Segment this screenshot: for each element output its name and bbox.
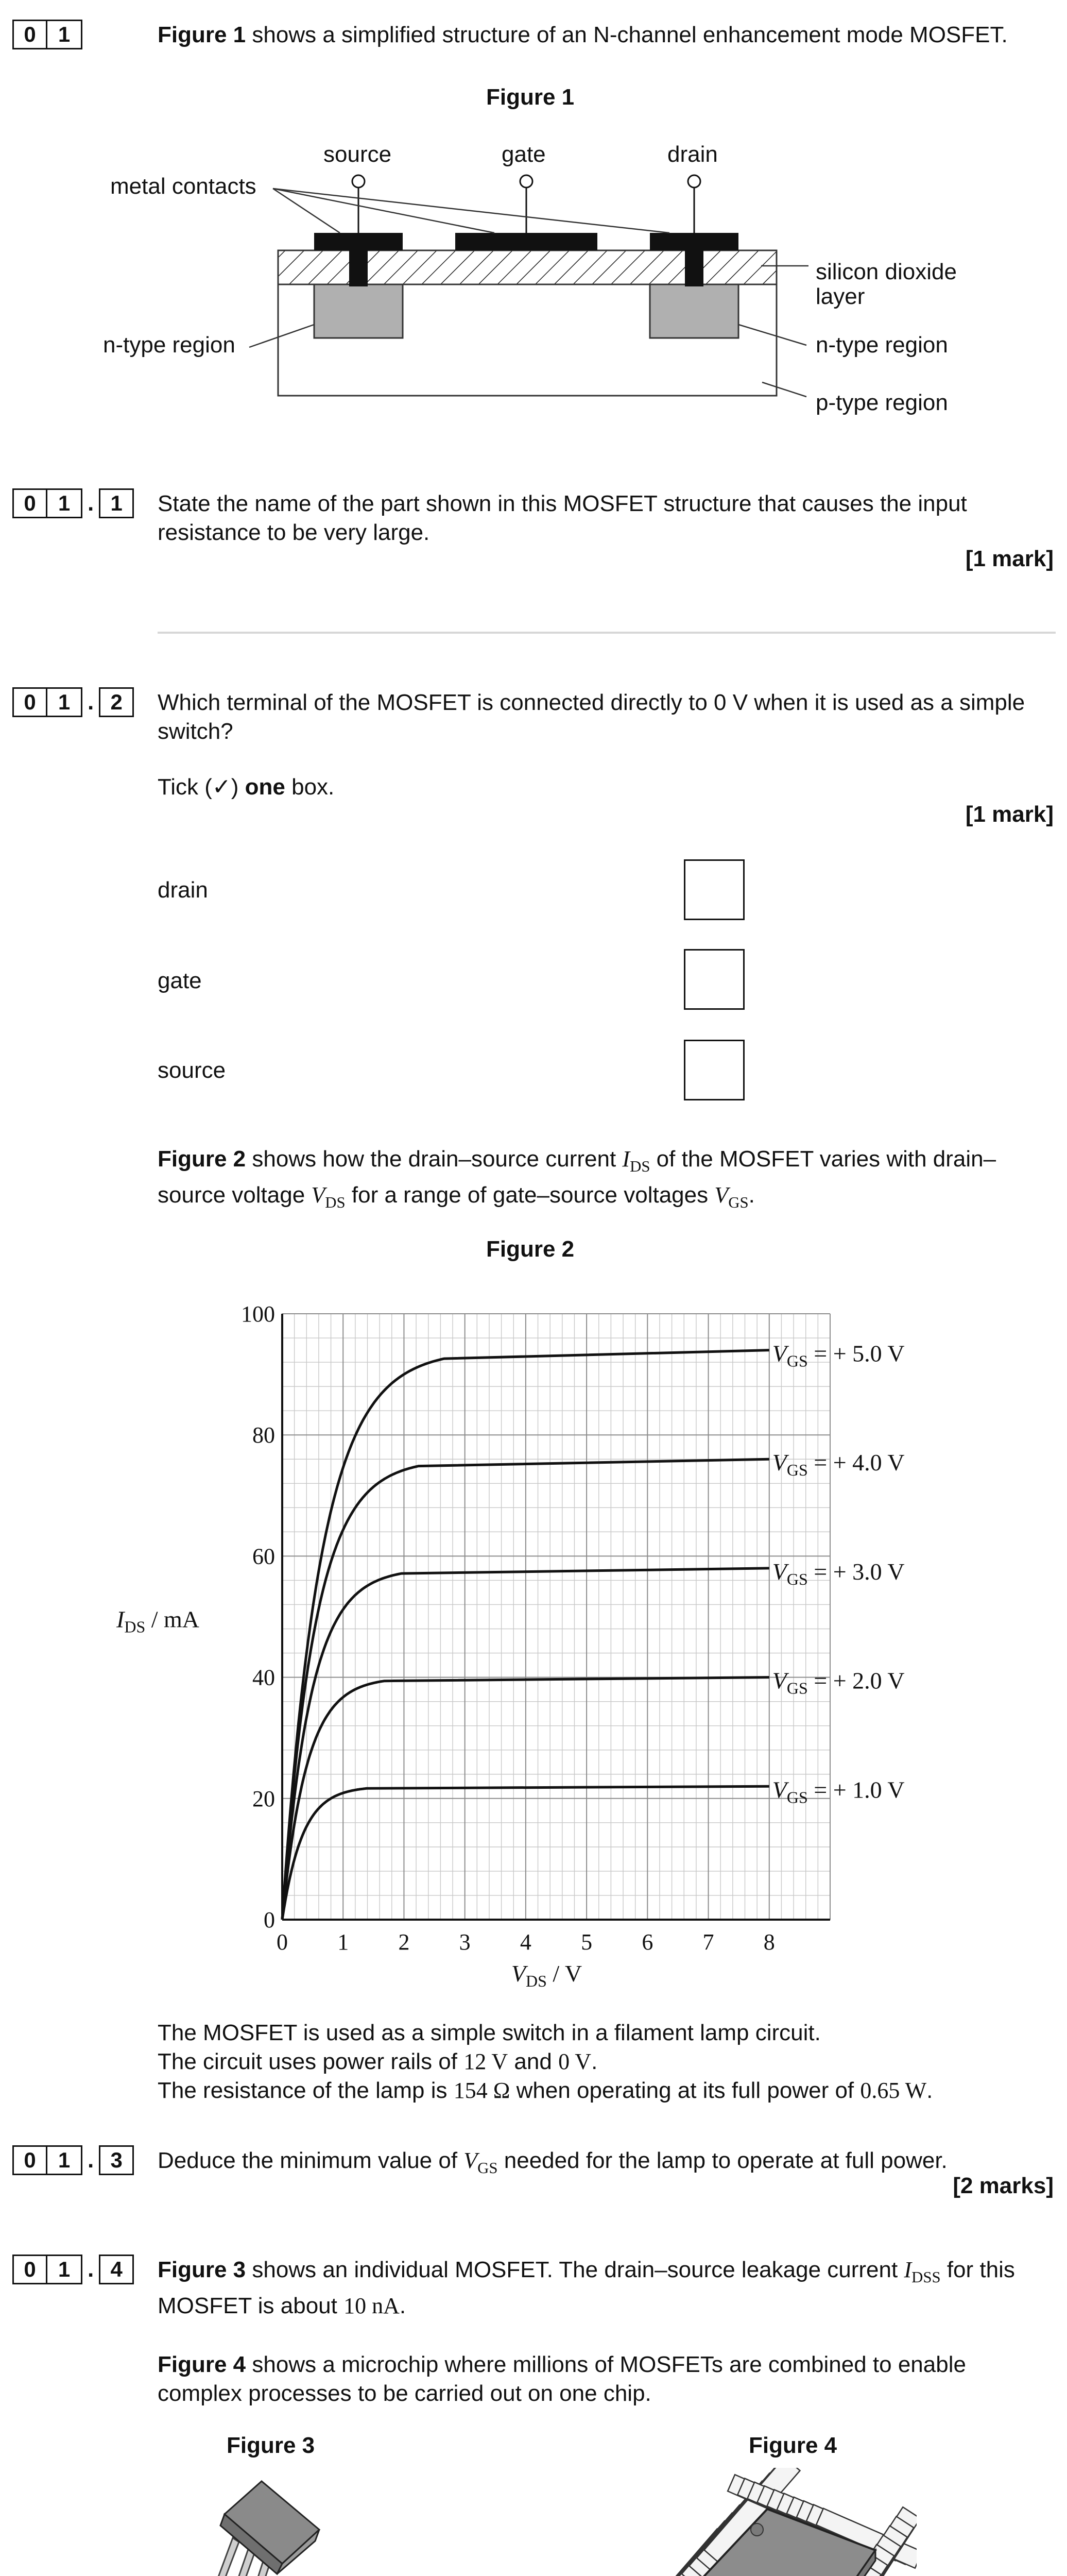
text: needed for the lamp to operate at full power. (497, 2148, 948, 2173)
figure-ref: Figure 1 (158, 22, 246, 47)
series-label (772, 1341, 905, 1370)
label-silicon-dioxide: silicon dioxide (816, 259, 957, 284)
figure-ref: Figure 4 (158, 2352, 246, 2377)
series-label (772, 1668, 905, 1698)
text: Deduce the minimum value of (158, 2148, 464, 2173)
option-drain-label: drain (158, 877, 208, 903)
q013-marks: [2 marks] (953, 2173, 1054, 2198)
value: 12 V (463, 2049, 508, 2074)
intro-text: for a range of gate–source voltages (345, 1182, 715, 1208)
x-tick-label: 4 (520, 1929, 531, 1955)
axis-symbol-sub: DS (525, 1972, 547, 1990)
text: when operating at its full power of (510, 2078, 861, 2103)
qnum-dot: . (88, 2257, 94, 2282)
symbol-sub: GS (728, 1193, 749, 1211)
x-tick-label: 6 (642, 1929, 653, 1955)
qnum-digit: 1 (47, 488, 82, 518)
answer-divider (158, 632, 1056, 634)
x-tick-label: 7 (702, 1929, 714, 1955)
chip-pin1-marker (751, 2523, 763, 2536)
lamp-line (158, 2047, 1056, 2076)
intro-text: shows how the drain–source current (246, 1146, 623, 1172)
value: 0.65 W (860, 2078, 927, 2103)
symbol-sub: DS (325, 1193, 346, 1211)
q01-intro (158, 21, 1056, 49)
y-tick-label: 80 (252, 1422, 275, 1448)
series-label (772, 1449, 905, 1479)
symbol: V (463, 2148, 478, 2173)
option-gate-checkbox[interactable] (684, 949, 745, 1010)
tick-text: box. (285, 774, 335, 800)
series-label (772, 1558, 905, 1588)
symbol: V (311, 1182, 325, 1208)
q013-text (158, 2146, 1056, 2182)
x-tick-label: 5 (581, 1929, 593, 1955)
option-drain-checkbox[interactable] (684, 859, 745, 920)
y-tick-label: 100 (241, 1301, 275, 1327)
question-number-01-1 (12, 488, 134, 518)
text: shows a microchip where millions of MOSFETs are combined to enable complex processes to be carried out on one chip. (158, 2352, 966, 2406)
x-tick-label: 2 (398, 1929, 410, 1955)
label-symbol: V (772, 1340, 787, 1367)
label-n-type-left: n-type region (103, 332, 235, 358)
x-tick-label: 0 (277, 1929, 288, 1955)
option-source-checkbox[interactable] (684, 1040, 745, 1100)
text: . (926, 2078, 933, 2103)
drain-contact (650, 233, 738, 250)
text: The resistance of the lamp is (158, 2078, 454, 2103)
figure1-title: Figure 1 (486, 84, 575, 110)
label-value: = + 5.0 V (807, 1340, 905, 1367)
lamp-line: The MOSFET is used as a simple switch in a filament lamp circuit. (158, 2020, 821, 2045)
text: shows an individual MOSFET. The drain–source leakage current (246, 2257, 904, 2282)
q012-question: Which terminal of the MOSFET is connected directly to 0 V when it is used as a simple switch? (158, 690, 1025, 744)
y-tick-label: 60 (252, 1544, 275, 1569)
text: and (508, 2049, 559, 2074)
axis-symbol-sub: DS (124, 1617, 146, 1636)
text: The circuit uses power rails of (158, 2049, 464, 2074)
value: 10 nA (343, 2293, 400, 2318)
qnum-digit: 1 (47, 2255, 82, 2284)
qnum-digit: 0 (12, 488, 47, 518)
label-symbol-sub: GS (786, 1679, 808, 1698)
label-layer: layer (816, 284, 865, 309)
qnum-dot: . (88, 490, 94, 516)
qnum-digit: 0 (12, 20, 47, 49)
drain-terminal (688, 175, 700, 188)
label-symbol: V (772, 1558, 787, 1585)
symbol-sub: DS (630, 1157, 650, 1175)
question-number-01-2 (12, 687, 134, 717)
figure-ref: Figure 3 (158, 2257, 246, 2282)
option-gate-label: gate (158, 968, 202, 993)
qnum-digit: 0 (12, 2255, 47, 2284)
symbol: I (904, 2257, 912, 2282)
symbol-sub: GS (477, 2159, 498, 2177)
label-value: = + 4.0 V (807, 1449, 905, 1476)
qnum-digit: 2 (99, 687, 134, 717)
chart-x-axis-label (511, 1960, 582, 1990)
gate-terminal (520, 175, 532, 188)
qnum-dot: . (88, 689, 94, 715)
q014-para1 (158, 2256, 1056, 2320)
label-symbol-sub: GS (786, 1461, 808, 1480)
lamp-paragraph (158, 2019, 1056, 2105)
text: . (399, 2293, 406, 2318)
qnum-digit: 0 (12, 687, 47, 717)
leader-line (273, 189, 669, 233)
n-region-right (650, 284, 738, 338)
axis-unit: / V (546, 1960, 582, 1987)
option-source-label: source (158, 1058, 226, 1083)
qnum-digit: 1 (47, 2145, 82, 2175)
figure-ref: Figure 2 (158, 1146, 246, 1172)
qnum-digit: 0 (12, 2145, 47, 2175)
label-symbol: V (772, 1667, 787, 1694)
chart-grid-major (282, 1314, 830, 1920)
tick-bold: one (245, 774, 285, 800)
transistor-body (225, 2481, 319, 2564)
drain-contact-stem (685, 250, 703, 286)
label-symbol: V (772, 1776, 787, 1803)
label-symbol-sub: GS (786, 1569, 808, 1588)
qnum-digit: 4 (99, 2255, 134, 2284)
label-symbol-sub: GS (786, 1788, 808, 1807)
mosfet-transistor-image (175, 2473, 381, 2576)
figure3-title: Figure 3 (227, 2433, 315, 2458)
chart-y-axis-label (116, 1606, 199, 1636)
x-tick-label: 3 (459, 1929, 471, 1955)
qnum-digit: 1 (99, 488, 134, 518)
source-terminal (352, 175, 365, 188)
intro-text: shows a simplified structure of an N-channel enhancement mode MOSFET. (246, 22, 1008, 47)
qnum-digit: 1 (47, 687, 82, 717)
value: 154 Ω (453, 2078, 510, 2103)
figure2-intro (158, 1145, 1054, 1217)
value: 0 V (558, 2049, 592, 2074)
question-number-01-3 (12, 2145, 134, 2175)
source-contact (314, 233, 403, 250)
y-tick-label: 0 (264, 1907, 275, 1933)
y-tick-label: 40 (252, 1665, 275, 1690)
axis-symbol: I (116, 1606, 125, 1633)
label-value: = + 1.0 V (807, 1776, 905, 1803)
x-tick-label: 8 (763, 1929, 775, 1955)
chart-axes (282, 1314, 830, 1920)
question-number-01 (12, 20, 82, 49)
symbol-sub: DSS (911, 2268, 941, 2286)
label-gate: gate (502, 142, 546, 167)
q012-instruction (158, 773, 334, 802)
label-symbol: V (772, 1449, 787, 1476)
ids-vds-chart (0, 1288, 1067, 2009)
q012-marks: [1 mark] (965, 802, 1054, 827)
q014-para2 (158, 2350, 1056, 2408)
intro-text: . (748, 1182, 755, 1208)
figure4-title: Figure 4 (749, 2433, 837, 2458)
chart-tick-labels (241, 1301, 775, 1955)
gate-contact (455, 233, 597, 250)
label-symbol-sub: GS (786, 1351, 808, 1370)
q011-text: State the name of the part shown in this MOSFET structure that causes the input resistance to be very large. (158, 491, 967, 545)
symbol: V (714, 1182, 729, 1208)
label-source: source (323, 142, 392, 167)
microchip-image (649, 2468, 917, 2576)
axis-unit: / mA (145, 1606, 200, 1633)
qnum-digit: 1 (47, 20, 82, 49)
question-number-01-4 (12, 2255, 134, 2284)
chart-series-labels (772, 1341, 905, 1807)
qnum-dot: . (88, 2147, 94, 2173)
symbol: I (622, 1146, 630, 1172)
label-value: = + 2.0 V (807, 1667, 905, 1694)
figure2-title: Figure 2 (486, 1236, 575, 1262)
q011-marks: [1 mark] (965, 546, 1054, 571)
label-metal-contacts: metal contacts (110, 174, 256, 199)
y-tick-label: 20 (252, 1786, 275, 1811)
text: for this MOSFET is about (158, 2257, 1015, 2318)
x-tick-label: 1 (337, 1929, 349, 1955)
text: . (591, 2049, 598, 2074)
label-n-type-right: n-type region (816, 332, 948, 358)
chart-grid-minor (282, 1314, 830, 1920)
series-label (772, 1776, 905, 1806)
source-contact-stem (349, 250, 368, 286)
axis-symbol: V (511, 1960, 526, 1987)
label-p-type: p-type region (816, 390, 948, 415)
lamp-line (158, 2076, 1056, 2105)
tick-text: Tick (✓) (158, 774, 245, 800)
label-drain: drain (667, 142, 718, 167)
intro-text: of the MOSFET varies with drain–source voltage (158, 1146, 996, 1208)
qnum-digit: 3 (99, 2145, 134, 2175)
n-region-left (314, 284, 403, 338)
label-value: = + 3.0 V (807, 1558, 905, 1585)
